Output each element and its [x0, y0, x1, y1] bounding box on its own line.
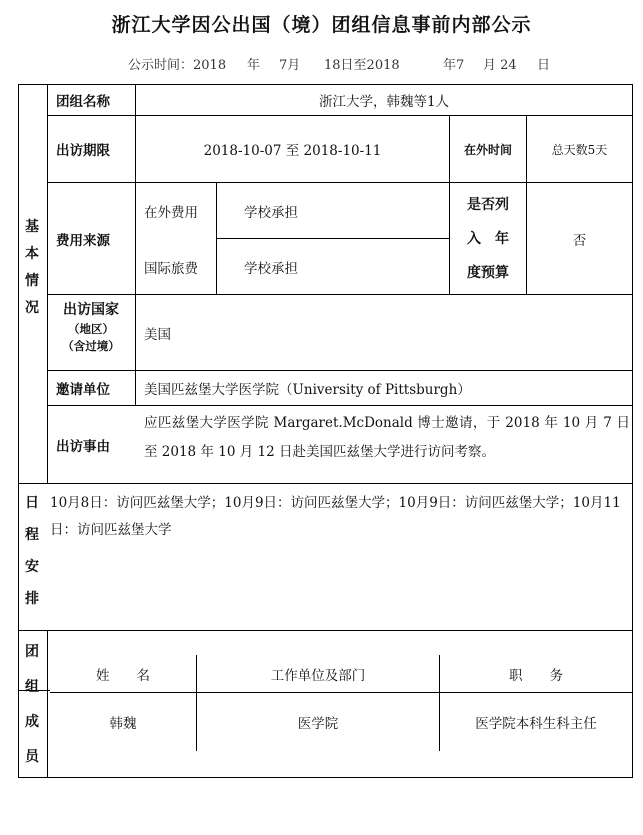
announce-month-1: 7月 [279, 58, 301, 73]
group-name-value: 浙江大学，韩魏等1人 [318, 94, 450, 110]
announce-prefix: 公示时间：2018 [128, 58, 227, 73]
member-row-name: 韩魏 [109, 716, 137, 732]
reason-label: 出访事由 [56, 438, 110, 455]
budget-label: 是否列 入 年 度预算 [467, 197, 509, 281]
side-label-members: 团 组 成 员 [25, 644, 39, 765]
member-header-unit: 工作单位及部门 [270, 667, 366, 684]
member-row-unit: 医学院 [297, 716, 339, 732]
abroad-time-value: 总天数5天 [551, 142, 608, 157]
period-label: 出访期限 [56, 143, 110, 159]
announce-day: 日 [537, 58, 551, 73]
period-value: 2018-10-07 至 2018-10-11 [203, 143, 382, 159]
inviter-value: 美国匹兹堡大学医学院（University of Pittsburgh） [144, 382, 471, 398]
travel-cost-value: 学校承担 [244, 260, 298, 277]
funding-label: 费用来源 [56, 232, 110, 249]
group-name-label: 团组名称 [56, 94, 110, 110]
abroad-time-label: 在外时间 [463, 142, 512, 157]
side-label-schedule: 日 程 安 排 [25, 495, 39, 607]
reason-value: 应匹兹堡大学医学院 Margaret.McDonald 博士邀请，于 2018 年 10 月 7 日至 2018 年 10 月 12 日赴美国匹兹堡大学进行访问考察。 [144, 415, 630, 460]
abroad-cost-label: 在外费用 [144, 204, 198, 221]
announce-range: 18日至2018 [324, 58, 400, 73]
member-row-title: 医学院本科生科主任 [475, 716, 597, 732]
inviter-label: 邀请单位 [56, 382, 110, 398]
abroad-cost-value: 学校承担 [244, 204, 298, 221]
member-header-title: 职 务 [509, 667, 563, 684]
schedule-text: 10月8日：访问匹兹堡大学；10月9日：访问匹兹堡大学；10月9日：访问匹兹堡大学；10月11日：访问匹兹堡大学 [50, 495, 621, 538]
announce-month-2: 月 24 [483, 58, 517, 73]
country-label: 出访国家 （地区） （含过境） [62, 302, 120, 353]
travel-cost-label: 国际旅费 [144, 260, 198, 277]
country-value: 美国 [144, 326, 171, 343]
budget-value: 否 [572, 232, 587, 249]
page-title: 浙江大学因公出国（境）团组信息事前内部公示 [111, 14, 532, 36]
member-header-name: 姓 名 [96, 667, 150, 684]
announce-year-1: 年 [247, 58, 261, 73]
side-label-basic: 基 本 情 况 [25, 219, 39, 316]
announce-year-2: 年7 [443, 58, 465, 73]
